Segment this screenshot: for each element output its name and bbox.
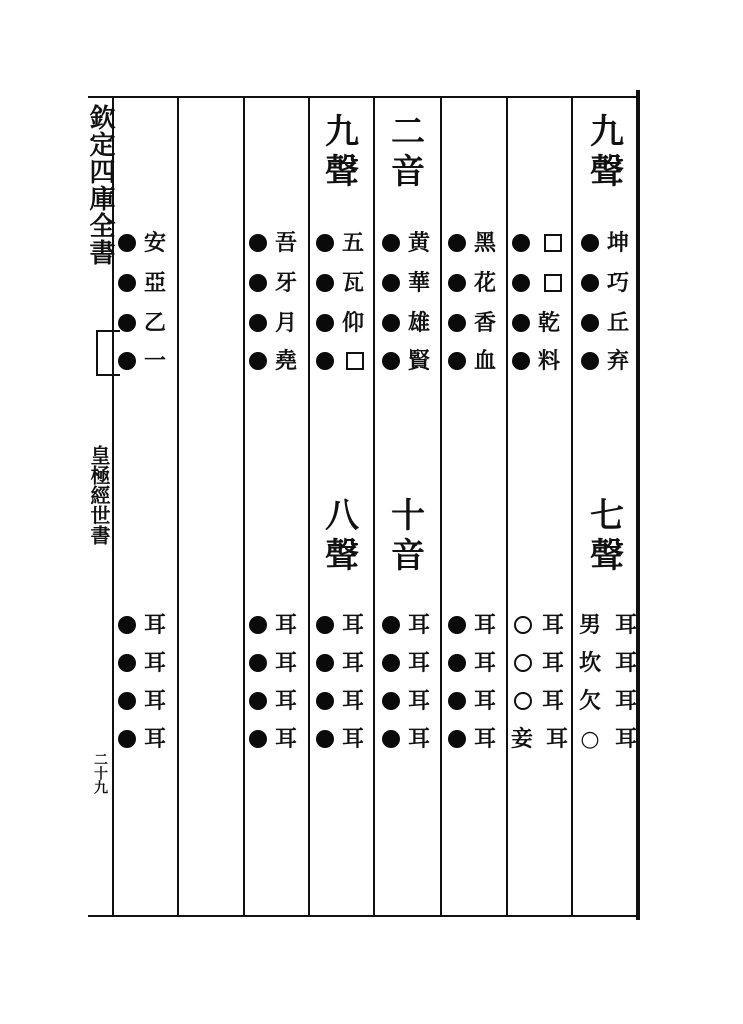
char: 五 xyxy=(341,230,364,256)
list-item xyxy=(577,684,639,718)
char: 耳 xyxy=(473,688,496,714)
char: 乙 xyxy=(143,310,166,336)
column-4 xyxy=(378,0,436,1024)
list-item xyxy=(448,226,498,260)
char: 耳 xyxy=(473,650,496,676)
list-item xyxy=(118,684,168,718)
list-item xyxy=(448,722,498,756)
column-divider xyxy=(373,98,375,916)
list-item xyxy=(581,266,631,300)
filled-circle-icon xyxy=(316,352,334,370)
char: 吾 xyxy=(274,230,297,256)
char: 耳 xyxy=(274,688,297,714)
column-heading: 九聲 xyxy=(590,112,624,192)
char: 耳 xyxy=(541,650,564,676)
list-item xyxy=(382,684,432,718)
list-item xyxy=(448,344,498,378)
char: 血 xyxy=(473,348,496,374)
filled-circle-icon xyxy=(249,234,267,252)
char: 牙 xyxy=(274,270,297,296)
list-item xyxy=(118,306,168,340)
list-item xyxy=(118,226,168,260)
char: 安 xyxy=(143,230,166,256)
char: 雄 xyxy=(407,310,430,336)
filled-circle-icon xyxy=(512,352,530,370)
list-item xyxy=(382,722,432,756)
list-item xyxy=(581,306,631,340)
list-item xyxy=(118,722,168,756)
filled-circle-icon xyxy=(382,274,400,292)
filled-circle-icon xyxy=(118,314,136,332)
list-item xyxy=(118,344,168,378)
page-number: 二十九 xyxy=(92,752,108,794)
list-item xyxy=(316,266,366,300)
char: 耳 xyxy=(143,688,166,714)
char: 妾 xyxy=(510,726,533,752)
list-item xyxy=(249,266,299,300)
char: 香 xyxy=(473,310,496,336)
list-item xyxy=(512,306,562,340)
char: 耳 xyxy=(473,726,496,752)
char: 欠 xyxy=(578,688,601,714)
filled-circle-icon xyxy=(382,234,400,252)
filled-circle-icon xyxy=(512,314,530,332)
list-item xyxy=(382,344,432,378)
filled-circle-icon xyxy=(448,234,466,252)
char: 耳 xyxy=(407,688,430,714)
list-item xyxy=(510,722,570,756)
char: 耳 xyxy=(143,726,166,752)
filled-circle-icon xyxy=(448,314,466,332)
filled-circle-icon xyxy=(448,274,466,292)
list-item xyxy=(316,306,366,340)
char: 耳 xyxy=(341,612,364,638)
char: 耳 xyxy=(143,612,166,638)
char: 耳 xyxy=(341,650,364,676)
filled-circle-icon xyxy=(316,314,334,332)
list-item xyxy=(382,306,432,340)
list-item xyxy=(316,684,366,718)
blank-square-icon xyxy=(544,234,562,252)
open-circle-icon xyxy=(514,654,532,672)
char: 丘 xyxy=(606,310,629,336)
list-item xyxy=(249,608,299,642)
filled-circle-icon xyxy=(118,616,136,634)
filled-circle-icon xyxy=(581,352,599,370)
filled-circle-icon xyxy=(382,730,400,748)
char: 耳 xyxy=(407,726,430,752)
filled-circle-icon xyxy=(118,692,136,710)
column-heading: 二音 xyxy=(391,112,425,192)
list-item xyxy=(382,266,432,300)
filled-circle-icon xyxy=(249,692,267,710)
margin-title xyxy=(86,104,114,266)
filled-circle-icon xyxy=(448,654,466,672)
filled-circle-icon xyxy=(448,730,466,748)
list-item xyxy=(448,266,498,300)
column-divider xyxy=(308,98,310,916)
filled-circle-icon xyxy=(249,730,267,748)
list-item xyxy=(581,344,631,378)
char: 耳 xyxy=(614,726,637,752)
char: 耳 xyxy=(407,650,430,676)
column-3 xyxy=(444,0,502,1024)
list-item xyxy=(249,226,299,260)
char: 坎 xyxy=(578,650,601,676)
frame-right-border xyxy=(636,90,640,920)
list-item xyxy=(249,646,299,680)
list-item xyxy=(581,226,631,260)
filled-circle-icon xyxy=(316,616,334,634)
char: 耳 xyxy=(407,612,430,638)
char: 耳 xyxy=(614,650,637,676)
column-divider xyxy=(177,98,179,916)
char: 料 xyxy=(537,348,560,374)
filled-circle-icon xyxy=(382,352,400,370)
filled-circle-icon xyxy=(512,274,530,292)
list-item xyxy=(118,646,168,680)
char: 乾 xyxy=(537,310,560,336)
char: 一 xyxy=(143,348,166,374)
list-item xyxy=(249,306,299,340)
filled-circle-icon xyxy=(316,730,334,748)
list-item xyxy=(448,646,498,680)
char: 華 xyxy=(407,270,430,296)
char: 堯 xyxy=(274,348,297,374)
char: 耳 xyxy=(274,726,297,752)
char: 耳 xyxy=(541,612,564,638)
list-item xyxy=(118,266,168,300)
list-item xyxy=(316,608,366,642)
char: 耳 xyxy=(541,688,564,714)
filled-circle-icon xyxy=(448,692,466,710)
margin-book-text: 皇極經世書 xyxy=(87,445,111,545)
list-item xyxy=(577,608,639,642)
list-item xyxy=(448,306,498,340)
char: 耳 xyxy=(341,688,364,714)
list-item xyxy=(512,266,564,300)
char: 坤 xyxy=(606,230,629,256)
column-heading: 七聲 xyxy=(590,496,624,576)
list-item xyxy=(512,226,564,260)
list-item xyxy=(316,722,366,756)
char: 耳 xyxy=(341,726,364,752)
column-heading: 九聲 xyxy=(325,112,359,192)
char: 花 xyxy=(473,270,496,296)
char: 黑 xyxy=(473,230,496,256)
list-item xyxy=(512,608,566,642)
char: 仰 xyxy=(341,310,364,336)
list-item xyxy=(448,684,498,718)
list-item xyxy=(577,646,639,680)
list-item xyxy=(577,722,639,756)
list-item xyxy=(316,344,366,378)
list-item xyxy=(512,646,566,680)
filled-circle-icon xyxy=(249,314,267,332)
filled-circle-icon xyxy=(118,352,136,370)
column-divider xyxy=(571,98,573,916)
list-item xyxy=(512,344,562,378)
filled-circle-icon xyxy=(118,274,136,292)
column-2 xyxy=(510,0,568,1024)
char: 耳 xyxy=(274,650,297,676)
list-item xyxy=(382,226,432,260)
list-item xyxy=(448,608,498,642)
filled-circle-icon xyxy=(118,730,136,748)
filled-circle-icon xyxy=(382,314,400,332)
filled-circle-icon xyxy=(448,352,466,370)
list-item xyxy=(382,608,432,642)
char: 男 xyxy=(578,612,601,638)
filled-circle-icon xyxy=(512,234,530,252)
filled-circle-icon xyxy=(249,654,267,672)
margin-title-text: 欽定四庫全書 xyxy=(85,104,115,266)
char: 耳 xyxy=(274,612,297,638)
column-1 xyxy=(577,0,635,1024)
filled-circle-icon xyxy=(316,234,334,252)
char: 弃 xyxy=(606,348,629,374)
filled-circle-icon xyxy=(382,692,400,710)
filled-circle-icon xyxy=(581,274,599,292)
column-5 xyxy=(312,0,370,1024)
list-item xyxy=(512,684,566,718)
filled-circle-icon xyxy=(316,692,334,710)
column-heading: 八聲 xyxy=(325,496,359,576)
list-item xyxy=(249,684,299,718)
list-item xyxy=(249,344,299,378)
filled-circle-icon xyxy=(249,616,267,634)
list-item xyxy=(316,226,366,260)
char: 耳 xyxy=(143,650,166,676)
margin-book xyxy=(88,445,112,545)
filled-circle-icon xyxy=(448,616,466,634)
char: 黄 xyxy=(407,230,430,256)
char: 亞 xyxy=(143,270,166,296)
filled-circle-icon xyxy=(249,352,267,370)
char: 耳 xyxy=(614,612,637,638)
char: 賢 xyxy=(407,348,430,374)
filled-circle-icon xyxy=(581,234,599,252)
char: 月 xyxy=(274,310,297,336)
char: 瓦 xyxy=(341,270,364,296)
filled-circle-icon xyxy=(316,274,334,292)
filled-circle-icon xyxy=(118,654,136,672)
char: 耳 xyxy=(545,726,568,752)
char: 耳 xyxy=(473,612,496,638)
filled-circle-icon xyxy=(118,234,136,252)
filled-circle-icon xyxy=(316,654,334,672)
column-divider xyxy=(243,98,245,916)
filled-circle-icon xyxy=(382,616,400,634)
open-circle-icon xyxy=(514,692,532,710)
column-6 xyxy=(247,0,305,1024)
list-item xyxy=(382,646,432,680)
filled-circle-icon xyxy=(581,314,599,332)
list-item xyxy=(316,646,366,680)
list-item xyxy=(249,722,299,756)
blank-square-icon xyxy=(544,274,562,292)
char: 巧 xyxy=(606,270,629,296)
char: ○ xyxy=(580,726,600,752)
column-8 xyxy=(116,0,174,1024)
blank-square-icon xyxy=(346,352,364,370)
list-item xyxy=(118,608,168,642)
filled-circle-icon xyxy=(382,654,400,672)
column-heading: 十音 xyxy=(391,496,425,576)
column-divider xyxy=(440,98,442,916)
open-circle-icon xyxy=(514,616,532,634)
filled-circle-icon xyxy=(249,274,267,292)
column-divider xyxy=(506,98,508,916)
char: 耳 xyxy=(614,688,637,714)
